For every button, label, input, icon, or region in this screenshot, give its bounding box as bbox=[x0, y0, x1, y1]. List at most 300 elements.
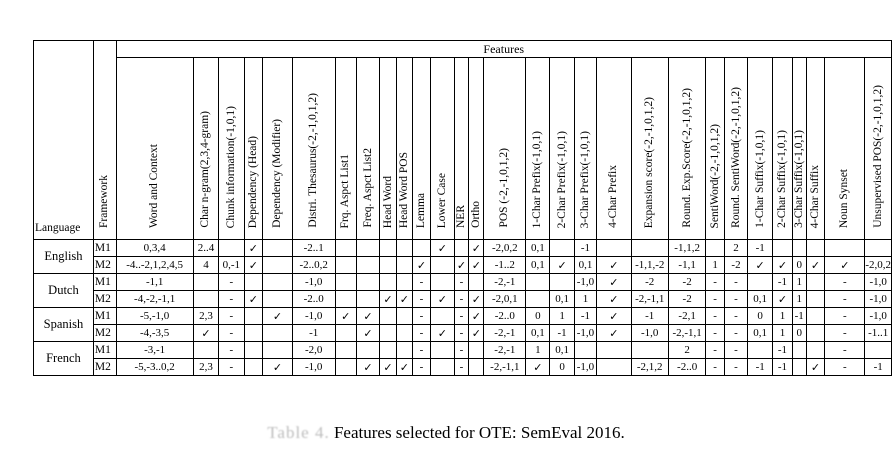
table-row bbox=[34, 342, 892, 359]
feature-name: 1-Char Prefix(-1,0,1) bbox=[531, 130, 544, 228]
table-cell: 0 bbox=[550, 359, 574, 376]
framework-cell: M2 bbox=[93, 291, 116, 308]
check-mark-cell: ✓ bbox=[825, 257, 865, 274]
feature-header-cell bbox=[706, 58, 725, 240]
table-cell: -2,1 bbox=[668, 308, 705, 325]
feature-name: NER bbox=[454, 205, 467, 228]
language-name: Dutch bbox=[34, 274, 94, 308]
framework-cell: M1 bbox=[93, 274, 116, 291]
table-cell: -2..0,2 bbox=[292, 257, 335, 274]
table-cell bbox=[597, 342, 631, 359]
table-cell: - bbox=[825, 325, 865, 342]
language-name: Spanish bbox=[34, 308, 94, 342]
feature-header-cell bbox=[825, 58, 865, 240]
table-cell bbox=[431, 274, 454, 291]
check-mark-cell: ✓ bbox=[597, 257, 631, 274]
feature-name: 3-Char Suffix(-1,0,1) bbox=[792, 130, 805, 228]
check-mark-cell: ✓ bbox=[380, 291, 397, 308]
table-cell: 0,-1 bbox=[219, 257, 244, 274]
table-cell bbox=[219, 240, 244, 257]
table-cell: -1 bbox=[748, 359, 773, 376]
table-cell bbox=[806, 274, 825, 291]
check-mark-cell: ✓ bbox=[412, 257, 431, 274]
table-cell bbox=[597, 359, 631, 376]
table-row bbox=[34, 257, 892, 274]
feature-name: Head Word bbox=[381, 175, 394, 228]
table-cell bbox=[526, 291, 550, 308]
table-cell bbox=[380, 342, 397, 359]
table-cell bbox=[431, 308, 454, 325]
table-cell: -2 bbox=[668, 291, 705, 308]
table-cell: -1,0 bbox=[865, 308, 892, 325]
check-mark-cell: ✓ bbox=[773, 257, 793, 274]
check-mark-cell: ✓ bbox=[469, 257, 484, 274]
table-cell bbox=[244, 325, 263, 342]
language-header: Language bbox=[34, 41, 94, 240]
table-cell bbox=[806, 291, 825, 308]
table-cell: -1,0 bbox=[865, 274, 892, 291]
table-cell: 1 bbox=[773, 308, 793, 325]
check-mark-cell: ✓ bbox=[193, 325, 218, 342]
feature-header-cell bbox=[219, 58, 244, 240]
feature-name: Head Word POS bbox=[397, 151, 410, 228]
table-cell bbox=[806, 240, 825, 257]
table-cell bbox=[631, 240, 668, 257]
check-mark-cell: ✓ bbox=[335, 308, 356, 325]
table-cell: 0,3,4 bbox=[116, 240, 193, 257]
table-cell: -4..-2,1,2,4,5 bbox=[116, 257, 193, 274]
table-cell bbox=[412, 240, 431, 257]
table-cell: 1 bbox=[550, 308, 574, 325]
table-cell: -1,0 bbox=[292, 274, 335, 291]
table-row bbox=[34, 291, 892, 308]
feature-header-cell bbox=[380, 58, 397, 240]
table-cell: 2..4 bbox=[193, 240, 218, 257]
table-cell: 4 bbox=[193, 257, 218, 274]
table-cell: - bbox=[454, 342, 469, 359]
table-cell bbox=[431, 257, 454, 274]
table-cell: - bbox=[454, 325, 469, 342]
table-cell bbox=[335, 257, 356, 274]
check-mark-cell: ✓ bbox=[806, 257, 825, 274]
table-cell bbox=[706, 240, 725, 257]
framework-cell: M2 bbox=[93, 359, 116, 376]
table-cell: -1,0 bbox=[631, 325, 668, 342]
feature-header-cell bbox=[668, 58, 705, 240]
table-cell: 1 bbox=[792, 274, 806, 291]
check-mark-cell: ✓ bbox=[748, 257, 773, 274]
feature-name: 4-Char Suffix bbox=[809, 164, 822, 228]
check-mark-cell: ✓ bbox=[396, 359, 412, 376]
table-cell bbox=[550, 240, 574, 257]
feature-name: 4-Char Prefix bbox=[607, 165, 620, 228]
table-cell bbox=[380, 308, 397, 325]
language-name: English bbox=[34, 240, 94, 274]
table-cell: -1,0 bbox=[574, 274, 597, 291]
table-cell: -2,-1,1 bbox=[631, 291, 668, 308]
table-cell: 2 bbox=[668, 342, 705, 359]
check-mark-cell: ✓ bbox=[263, 308, 293, 325]
table-cell bbox=[396, 325, 412, 342]
feature-header-cell bbox=[792, 58, 806, 240]
check-mark-cell: ✓ bbox=[469, 308, 484, 325]
table-cell: 1 bbox=[706, 257, 725, 274]
table-cell bbox=[356, 342, 379, 359]
feature-header-cell bbox=[412, 58, 431, 240]
table-cell: 0 bbox=[792, 325, 806, 342]
feature-header-cell bbox=[550, 58, 574, 240]
table-cell: - bbox=[825, 291, 865, 308]
feature-header-cell bbox=[806, 58, 825, 240]
table-cell: -2,-1,1 bbox=[484, 359, 526, 376]
table-cell bbox=[244, 274, 263, 291]
feature-header-cell bbox=[773, 58, 793, 240]
table-cell: - bbox=[412, 325, 431, 342]
table-cell bbox=[263, 257, 293, 274]
framework-header-cell bbox=[93, 41, 116, 240]
check-mark-cell: ✓ bbox=[356, 308, 379, 325]
feature-name: Char n-gram(2,3,4-gram) bbox=[199, 111, 212, 228]
table-cell: - bbox=[706, 308, 725, 325]
table-cell: -1 bbox=[865, 359, 892, 376]
feature-header-cell bbox=[292, 58, 335, 240]
framework-header: Framework bbox=[98, 174, 111, 228]
table-cell bbox=[380, 257, 397, 274]
table-cell: 1 bbox=[574, 291, 597, 308]
table-cell: - bbox=[724, 342, 747, 359]
table-cell bbox=[244, 359, 263, 376]
framework-cell: M2 bbox=[93, 325, 116, 342]
table-cell: -2,-1 bbox=[484, 342, 526, 359]
table-cell bbox=[574, 342, 597, 359]
framework-cell: M2 bbox=[93, 257, 116, 274]
table-cell: 0,1 bbox=[526, 325, 550, 342]
feature-header-cell bbox=[431, 58, 454, 240]
table-cell: - bbox=[412, 359, 431, 376]
table-cell bbox=[380, 325, 397, 342]
check-mark-cell: ✓ bbox=[244, 257, 263, 274]
check-mark-cell: ✓ bbox=[244, 240, 263, 257]
table-cell: - bbox=[412, 291, 431, 308]
check-mark-cell: ✓ bbox=[356, 325, 379, 342]
table-cell: - bbox=[724, 291, 747, 308]
table-cell: - bbox=[219, 274, 244, 291]
framework-cell: M1 bbox=[93, 342, 116, 359]
table-cell: -2,0,2 bbox=[865, 257, 892, 274]
check-mark-cell: ✓ bbox=[597, 308, 631, 325]
caption-label: Table 4. bbox=[267, 423, 330, 442]
feature-header-cell bbox=[263, 58, 293, 240]
table-row bbox=[34, 240, 892, 257]
table-cell: -2,0,2 bbox=[484, 240, 526, 257]
table-cell bbox=[806, 342, 825, 359]
table-cell: 0,1 bbox=[550, 342, 574, 359]
table-cell bbox=[469, 342, 484, 359]
table-cell: 2,3 bbox=[193, 359, 218, 376]
table-cell: -2..0 bbox=[668, 359, 705, 376]
feature-name: Dependency (Modifier) bbox=[270, 119, 283, 228]
table-cell bbox=[396, 240, 412, 257]
table-cell bbox=[396, 308, 412, 325]
table-cell bbox=[244, 342, 263, 359]
table-cell bbox=[792, 240, 806, 257]
table-cell: - bbox=[724, 274, 747, 291]
feature-header-cell bbox=[335, 58, 356, 240]
table-cell bbox=[263, 274, 293, 291]
table-cell: - bbox=[724, 325, 747, 342]
table-cell: 1 bbox=[792, 291, 806, 308]
table-cell: -5,-1,0 bbox=[116, 308, 193, 325]
table-cell bbox=[335, 359, 356, 376]
table-cell bbox=[396, 257, 412, 274]
table-cell bbox=[631, 342, 668, 359]
feature-name: Expansion score(-2,-1,0,1,2) bbox=[643, 96, 656, 228]
table-cell: - bbox=[825, 308, 865, 325]
table-cell: -1 bbox=[574, 308, 597, 325]
feature-header-cell bbox=[724, 58, 747, 240]
table-cell: 0 bbox=[792, 257, 806, 274]
feature-header-cell bbox=[454, 58, 469, 240]
table-cell: - bbox=[219, 342, 244, 359]
table-cell bbox=[356, 257, 379, 274]
check-mark-cell: ✓ bbox=[380, 359, 397, 376]
table-cell bbox=[469, 274, 484, 291]
table-cell: -1 bbox=[773, 359, 793, 376]
table-cell: -2,-1 bbox=[484, 274, 526, 291]
table-cell: -2,-1,1 bbox=[668, 325, 705, 342]
table-cell: -3,-1 bbox=[116, 342, 193, 359]
table-cell: 0 bbox=[748, 308, 773, 325]
feature-header-cell bbox=[865, 58, 892, 240]
table-cell: - bbox=[706, 291, 725, 308]
table-cell: -1 bbox=[748, 240, 773, 257]
table-cell: - bbox=[412, 342, 431, 359]
feature-name: 2-Char Suffix(-1,0,1) bbox=[775, 130, 788, 228]
table-cell: 1 bbox=[773, 325, 793, 342]
check-mark-cell: ✓ bbox=[597, 291, 631, 308]
table-cell: -2..1 bbox=[292, 240, 335, 257]
caption-text: Features selected for OTE: SemEval 2016. bbox=[333, 423, 625, 442]
table-cell: -1,0 bbox=[574, 325, 597, 342]
feature-name: SentiWord(-2,-1,0,1,2) bbox=[708, 123, 721, 228]
check-mark-cell: ✓ bbox=[550, 257, 574, 274]
feature-header-cell bbox=[356, 58, 379, 240]
table-cell: 0,1 bbox=[748, 291, 773, 308]
table-cell: -4,-2,-1,1 bbox=[116, 291, 193, 308]
table-cell bbox=[380, 240, 397, 257]
table-cell: -1 bbox=[574, 240, 597, 257]
table-cell bbox=[335, 325, 356, 342]
table-cell: -1 bbox=[792, 308, 806, 325]
table-cell: -4,-3,5 bbox=[116, 325, 193, 342]
table-cell: -1,0 bbox=[292, 359, 335, 376]
table-cell bbox=[748, 274, 773, 291]
table-cell bbox=[193, 291, 218, 308]
feature-name: Distri. Thesaurus(-2,-1,0,1,2) bbox=[307, 93, 320, 228]
feature-name: 2-Char Prefix(-1,0,1) bbox=[555, 130, 568, 228]
features-table bbox=[33, 40, 892, 376]
table-cell bbox=[396, 342, 412, 359]
feature-name: Chunk information(-1,0,1) bbox=[224, 105, 237, 228]
check-mark-cell: ✓ bbox=[469, 240, 484, 257]
table-cell: -1,1 bbox=[116, 274, 193, 291]
table-cell: 0,1 bbox=[748, 325, 773, 342]
table-cell: -2..0 bbox=[292, 291, 335, 308]
table-cell: - bbox=[454, 359, 469, 376]
feature-header-cell bbox=[193, 58, 218, 240]
table-cell bbox=[193, 274, 218, 291]
table-cell bbox=[597, 240, 631, 257]
table-cell: - bbox=[219, 291, 244, 308]
table-cell bbox=[335, 291, 356, 308]
check-mark-cell: ✓ bbox=[806, 359, 825, 376]
table-cell: - bbox=[706, 325, 725, 342]
check-mark-cell: ✓ bbox=[469, 325, 484, 342]
check-mark-cell: ✓ bbox=[396, 291, 412, 308]
table-cell bbox=[263, 240, 293, 257]
table-cell bbox=[792, 342, 806, 359]
feature-name: Noun Synset bbox=[838, 168, 851, 228]
check-mark-cell: ✓ bbox=[773, 291, 793, 308]
table-cell: -1,1,2 bbox=[668, 240, 705, 257]
features-header: Features bbox=[116, 41, 892, 58]
table-cell: -1,1,-2 bbox=[631, 257, 668, 274]
feature-header-cell bbox=[469, 58, 484, 240]
table-cell bbox=[526, 274, 550, 291]
table-cell: 0,1 bbox=[550, 291, 574, 308]
table-cell: - bbox=[825, 274, 865, 291]
table-cell bbox=[865, 342, 892, 359]
table-cell bbox=[806, 308, 825, 325]
feature-name: 3-Char Prefix(-1,0,1) bbox=[578, 130, 591, 228]
table-cell: 0,1 bbox=[526, 240, 550, 257]
table-cell bbox=[431, 342, 454, 359]
table-cell: -2,1,2 bbox=[631, 359, 668, 376]
table-cell bbox=[806, 325, 825, 342]
table-caption bbox=[0, 423, 892, 443]
table-cell: 0 bbox=[526, 308, 550, 325]
table-cell: -1 bbox=[292, 325, 335, 342]
feature-header-cell bbox=[574, 58, 597, 240]
table-cell: -1..2 bbox=[484, 257, 526, 274]
check-mark-cell: ✓ bbox=[597, 274, 631, 291]
check-mark-cell: ✓ bbox=[431, 291, 454, 308]
table-cell: - bbox=[412, 308, 431, 325]
feature-header-cell bbox=[116, 58, 193, 240]
table-row bbox=[34, 274, 892, 291]
table-cell: -2 bbox=[668, 274, 705, 291]
framework-cell: M1 bbox=[93, 240, 116, 257]
table-cell: - bbox=[412, 274, 431, 291]
table-cell: -1..1 bbox=[865, 325, 892, 342]
feature-header-cell bbox=[748, 58, 773, 240]
table-cell bbox=[193, 342, 218, 359]
table-cell bbox=[356, 291, 379, 308]
feature-header-cell bbox=[244, 58, 263, 240]
table-cell: 0,1 bbox=[574, 257, 597, 274]
table-cell: -2 bbox=[724, 257, 747, 274]
table-cell: - bbox=[825, 342, 865, 359]
table-cell bbox=[263, 325, 293, 342]
table-cell: - bbox=[724, 308, 747, 325]
table-cell bbox=[263, 342, 293, 359]
table-cell: - bbox=[219, 308, 244, 325]
feature-name: Round. SentiWord(-2,-1,0,1,2) bbox=[729, 87, 742, 228]
check-mark-cell: ✓ bbox=[431, 240, 454, 257]
table-cell: -5,-3..0,2 bbox=[116, 359, 193, 376]
table-cell: - bbox=[454, 291, 469, 308]
feature-header-cell bbox=[631, 58, 668, 240]
table-cell: -1,0 bbox=[292, 308, 335, 325]
table-cell: - bbox=[706, 274, 725, 291]
table-cell bbox=[773, 240, 793, 257]
feature-name: Dependency (Head) bbox=[246, 135, 259, 228]
feature-name: Lower Case bbox=[435, 172, 448, 228]
table-cell: - bbox=[454, 274, 469, 291]
feature-name: Lemma bbox=[415, 192, 428, 228]
table-cell bbox=[454, 240, 469, 257]
table-cell: -2,-1 bbox=[484, 325, 526, 342]
table-cell: 2 bbox=[724, 240, 747, 257]
table-cell: - bbox=[825, 359, 865, 376]
table-cell: -1 bbox=[631, 308, 668, 325]
table-cell bbox=[431, 359, 454, 376]
feature-name: Frq. Aspct List1 bbox=[339, 153, 352, 228]
table-cell bbox=[748, 342, 773, 359]
table-cell: - bbox=[724, 359, 747, 376]
check-mark-cell: ✓ bbox=[431, 325, 454, 342]
table-cell bbox=[263, 291, 293, 308]
table-cell bbox=[865, 240, 892, 257]
framework-cell: M1 bbox=[93, 308, 116, 325]
table-cell: -2..0 bbox=[484, 308, 526, 325]
table-row bbox=[34, 308, 892, 325]
feature-header-cell bbox=[526, 58, 550, 240]
table-cell bbox=[335, 274, 356, 291]
feature-header-cell bbox=[396, 58, 412, 240]
table-cell bbox=[396, 274, 412, 291]
table-cell: -1,0 bbox=[865, 291, 892, 308]
feature-name: POS (-2,-1,0,1,2) bbox=[498, 148, 511, 228]
check-mark-cell: ✓ bbox=[244, 291, 263, 308]
table-cell: -2,0 bbox=[292, 342, 335, 359]
feature-name: 1-Char Suffix(-1,0,1) bbox=[753, 130, 766, 228]
table-cell bbox=[550, 274, 574, 291]
table-row bbox=[34, 359, 892, 376]
table-cell: - bbox=[219, 359, 244, 376]
check-mark-cell: ✓ bbox=[469, 291, 484, 308]
feature-name: Round. Exp.Score(-2,-1,0,1,2) bbox=[680, 88, 693, 228]
feature-name: Unsupervised POS(-2,-1,0,1,2) bbox=[871, 85, 884, 228]
table-cell: - bbox=[706, 359, 725, 376]
table-cell: 1 bbox=[526, 342, 550, 359]
check-mark-cell: ✓ bbox=[526, 359, 550, 376]
table-cell bbox=[335, 342, 356, 359]
feature-name: Ortho bbox=[469, 201, 482, 228]
table-cell bbox=[356, 240, 379, 257]
feature-name: Word and Context bbox=[148, 143, 161, 228]
table-cell: -1 bbox=[773, 342, 793, 359]
table-cell: - bbox=[454, 308, 469, 325]
check-mark-cell: ✓ bbox=[454, 257, 469, 274]
table-cell bbox=[356, 274, 379, 291]
feature-header-cell bbox=[484, 58, 526, 240]
language-name: French bbox=[34, 342, 94, 376]
table-cell: - bbox=[219, 325, 244, 342]
table-cell: -1 bbox=[773, 274, 793, 291]
table-cell bbox=[792, 359, 806, 376]
table-cell: -1,1 bbox=[668, 257, 705, 274]
